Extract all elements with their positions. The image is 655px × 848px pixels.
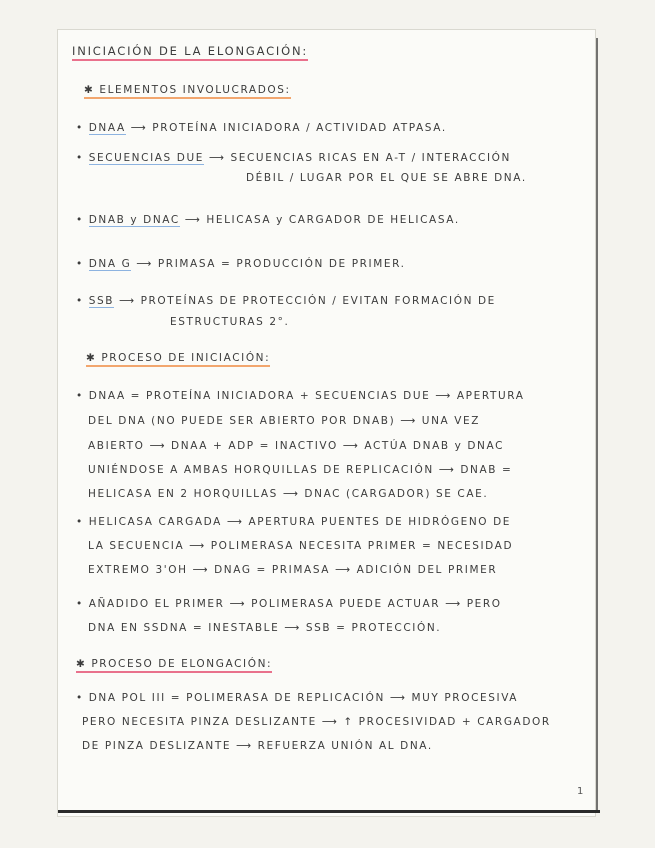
term-ssb: SSB <box>88 295 115 307</box>
elongation-line: • DNA POL III = POLIMERASA DE REPLICACIÓN ⟶ MUY PROCESIVA <box>76 692 519 704</box>
initiation-line: UNIÉNDOSE A AMBAS HORQUILLAS DE REPLICACIÓN ⟶ DNAB = <box>88 464 513 476</box>
elongation-line: DE PINZA DESLIZANTE ⟶ REFUERZA UNIÓN AL DNA. <box>82 740 433 752</box>
element-dnag: • DNA G ⟶ PRIMASA = PRODUCCIÓN DE PRIMER. <box>76 258 406 270</box>
element-dnag-text: ⟶ PRIMASA = PRODUCCIÓN DE PRIMER. <box>131 258 406 270</box>
initiation-line: • HELICASA CARGADA ⟶ APERTURA PUENTES DE HIDRÓGENO DE <box>76 516 512 528</box>
elements-heading: ✱ ELEMENTOS INVOLUCRADOS: <box>84 84 291 99</box>
initiation-line: • DNAA = PROTEÍNA INICIADORA + SECUENCIAS DUE ⟶ APERTURA <box>76 390 525 402</box>
element-dnab: • DNAB y DNAC ⟶ HELICASA y CARGADOR DE HELICASA. <box>76 214 460 226</box>
initiation-line: HELICASA EN 2 HORQUILLAS ⟶ DNAC (CARGADOR) SE CAE. <box>88 488 489 500</box>
term-due: SECUENCIAS DUE <box>88 152 204 164</box>
element-ssb-line2: ESTRUCTURAS 2°. <box>170 316 290 328</box>
element-dnab-text: ⟶ HELICASA y CARGADOR DE HELICASA. <box>179 214 460 226</box>
term-dnag: DNA G <box>88 258 132 270</box>
element-due-line2: DÉBIL / LUGAR POR EL QUE SE ABRE DNA. <box>246 172 527 184</box>
initiation-line: DEL DNA (NO PUEDE SER ABIERTO POR DNAB) ⟶ UNA VEZ <box>88 415 481 427</box>
initiation-line: EXTREMO 3'OH ⟶ DNAG = PRIMASA ⟶ ADICIÓN DEL PRIMER <box>88 564 498 576</box>
elongation-line: PERO NECESITA PINZA DESLIZANTE ⟶ ↑ PROCESIVIDAD + CARGADOR <box>82 716 551 728</box>
term-dnab: DNAB y DNAC <box>88 214 180 226</box>
page-title: INICIACIÓN DE LA ELONGACIÓN: <box>72 44 308 61</box>
element-ssb: • SSB ⟶ PROTEÍNAS DE PROTECCIÓN / EVITAN FORMACIÓN DE <box>76 295 496 307</box>
initiation-line: LA SECUENCIA ⟶ POLIMERASA NECESITA PRIMER = NECESIDAD <box>88 540 514 552</box>
initiation-heading: ✱ PROCESO DE INICIACIÓN: <box>86 352 270 367</box>
page-edge-right <box>596 38 598 813</box>
page-edge-bottom <box>58 810 600 813</box>
element-due: • SECUENCIAS DUE ⟶ SECUENCIAS RICAS EN A-T / INTERACCIÓN <box>76 152 512 164</box>
term-dnaa: DNAA <box>88 122 126 134</box>
element-dnaa: • DNAA ⟶ PROTEÍNA INICIADORA / ACTIVIDAD ATPASA. <box>76 122 447 134</box>
initiation-line: DNA EN SSDNA = INESTABLE ⟶ SSB = PROTECCIÓN. <box>88 622 442 634</box>
elongation-heading: ✱ PROCESO DE ELONGACIÓN: <box>76 658 272 673</box>
element-due-text: ⟶ SECUENCIAS RICAS EN A-T / INTERACCIÓN <box>203 152 512 164</box>
initiation-line: • AÑADIDO EL PRIMER ⟶ POLIMERASA PUEDE ACTUAR ⟶ PERO <box>76 598 502 610</box>
element-ssb-text: ⟶ PROTEÍNAS DE PROTECCIÓN / EVITAN FORMACIÓN DE <box>114 295 496 307</box>
initiation-line: ABIERTO ⟶ DNAA + ADP = INACTIVO ⟶ ACTÚA DNAB y DNAC <box>88 440 505 452</box>
element-dnaa-text: ⟶ PROTEÍNA INICIADORA / ACTIVIDAD ATPASA. <box>125 122 447 134</box>
page-number: 1 <box>577 786 584 797</box>
